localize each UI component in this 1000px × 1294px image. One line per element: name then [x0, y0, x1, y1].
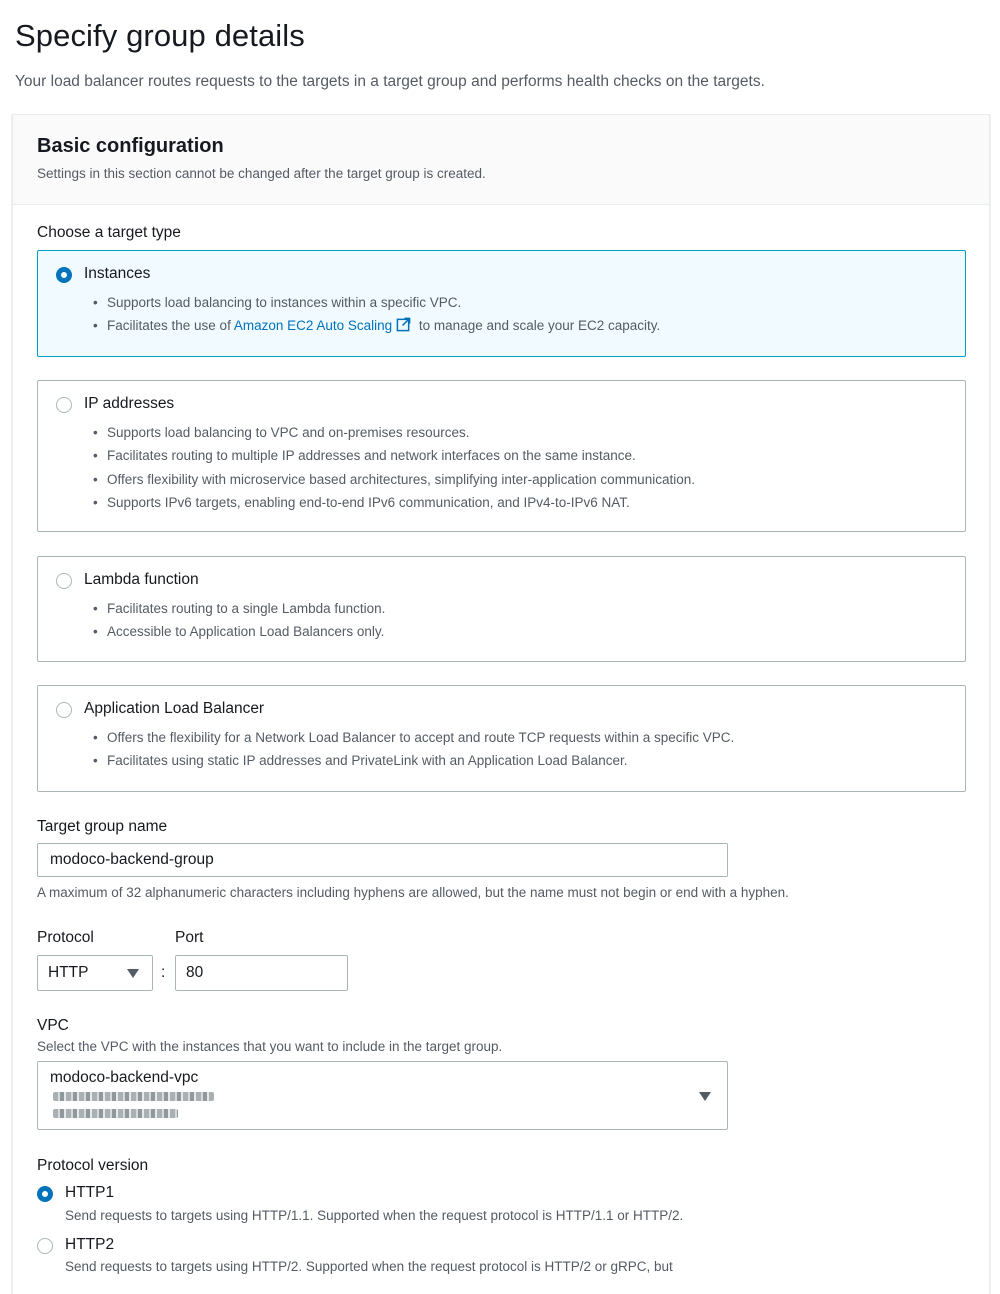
list-item: • Offers flexibility with microservice based architectures, simplifying inter-application communication. [107, 470, 695, 493]
target-type-ip-addresses[interactable] [37, 380, 966, 532]
list-item [107, 316, 660, 339]
target-group-name-input[interactable]: modoco-backend-group [37, 843, 728, 877]
protocol-version-http2-label: HTTP2 [65, 1236, 115, 1253]
list-item: • Accessible to Application Load Balancers only. [107, 622, 385, 645]
bullet-text-after: to manage and scale your EC2 capacity. [415, 318, 661, 334]
panel-subtitle: Settings in this section cannot be changed after the target group is created. [37, 166, 486, 181]
target-type-instances[interactable] [37, 250, 966, 357]
page-description: Your load balancer routes requests to the targets in a target group and performs health checks on the targets. [15, 73, 765, 90]
list-item: • Supports load balancing to instances within a specific VPC. [107, 293, 660, 316]
vpc-label: VPC [37, 1017, 69, 1034]
radio-ip-addresses[interactable] [56, 397, 72, 413]
panel-header [13, 115, 989, 205]
list-item: • Supports IPv6 targets, enabling end-to-end IPv6 communication, and IPv4-to-IPv6 NAT. [107, 493, 695, 516]
target-type-label: Choose a target type [37, 224, 181, 241]
target-group-name-label: Target group name [37, 818, 168, 835]
ec2-auto-scaling-link[interactable]: Amazon EC2 Auto Scaling [233, 318, 393, 334]
target-type-instances-bullets [107, 293, 660, 340]
list-item: • Facilitates routing to multiple IP addresses and network interfaces on the same instance. [107, 446, 695, 469]
protocol-select-value: HTTP [48, 964, 89, 981]
protocol-version-http2-description: Send requests to targets using HTTP/2. Supported when the request protocol is HTTP/2 or gRPC, but [65, 1259, 673, 1274]
list-item: • Facilitates using static IP addresses and PrivateLink with an Application Load Balancer. [107, 751, 734, 774]
vpc-hint: Select the VPC with the instances that you want to include in the target group. [37, 1039, 503, 1054]
target-type-alb-label: Application Load Balancer [84, 700, 265, 717]
list-item: • Supports load balancing to VPC and on-premises resources. [107, 423, 695, 446]
list-item: • Offers the flexibility for a Network Load Balancer to accept and route TCP requests within a specific VPC. [107, 728, 734, 751]
vpc-select-value: modoco-backend-vpc [50, 1069, 199, 1086]
radio-http2[interactable] [37, 1238, 53, 1254]
radio-instances[interactable] [56, 267, 72, 283]
page-title: Specify group details [15, 18, 305, 53]
target-type-instances-label: Instances [84, 265, 151, 282]
list-item: • Facilitates routing to a single Lambda function. [107, 599, 385, 622]
target-type-ip-addresses-bullets [107, 423, 695, 516]
vpc-id-redacted [53, 1092, 214, 1101]
protocol-version-http1-description: Send requests to targets using HTTP/1.1. Supported when the request protocol is HTTP/1.1 or HTTP/2. [65, 1208, 684, 1223]
protocol-select[interactable] [37, 955, 153, 991]
port-input[interactable]: 80 [175, 955, 348, 991]
target-type-lambda-bullets [107, 599, 385, 646]
target-type-application-load-balancer[interactable] [37, 685, 966, 792]
radio-application-load-balancer[interactable] [56, 702, 72, 718]
protocol-port-separator: : [161, 964, 166, 981]
protocol-version-label: Protocol version [37, 1157, 149, 1174]
target-group-name-hint: A maximum of 32 alphanumeric characters including hyphens are allowed, but the name must not begin or end with a hyphen. [37, 885, 789, 900]
target-type-lambda-function[interactable] [37, 556, 966, 662]
panel-title: Basic configuration [37, 135, 224, 157]
protocol-version-http1-label: HTTP1 [65, 1184, 115, 1201]
target-type-alb-bullets [107, 728, 734, 775]
radio-http1[interactable] [37, 1186, 53, 1202]
caret-down-icon [127, 969, 139, 978]
bullet-text-before: Facilitates the use of [107, 318, 234, 334]
external-link-icon[interactable] [396, 317, 411, 332]
caret-down-icon [699, 1092, 711, 1101]
vpc-select[interactable] [37, 1061, 728, 1130]
target-type-ip-addresses-label: IP addresses [84, 395, 175, 412]
protocol-label: Protocol [37, 929, 94, 946]
target-type-lambda-label: Lambda function [84, 571, 199, 588]
vpc-cidr-redacted [53, 1109, 178, 1118]
radio-lambda-function[interactable] [56, 573, 72, 589]
port-label: Port [175, 929, 204, 946]
